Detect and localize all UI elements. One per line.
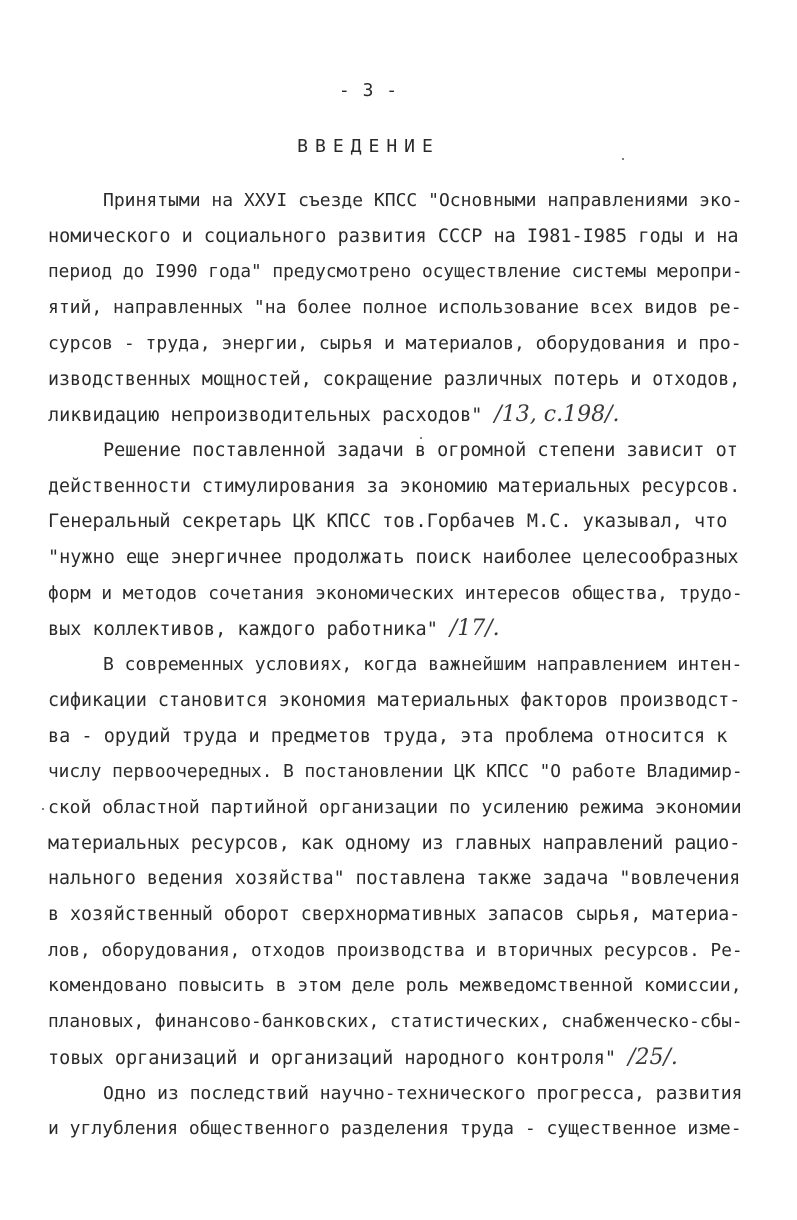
text-line-content: нального ведения хозяйства" поставлена также задача "вовлечения xyxy=(48,868,741,889)
text-line-content: ской областной партийной организации по усилению режима экономии xyxy=(48,797,742,818)
text-line xyxy=(48,400,620,430)
text-line-content: Принятыми на ХХУI съезде КПСС "Основными направлениями эко- xyxy=(103,190,743,211)
text-line-content: действенности стимулирования за экономию материальных ресурсов. xyxy=(48,476,741,497)
text-line-content: форм и методов сочетания экономических интересов общества, трудо- xyxy=(48,584,743,604)
page-heading: ВВЕДЕНИЕ xyxy=(297,136,440,157)
text-line xyxy=(48,614,500,644)
text-line xyxy=(103,1079,742,1109)
text-line-content: плановых, финансово-банковских, статистических, снабженческо-сбы- xyxy=(48,1012,743,1032)
text-line-content: сификации становится экономия материальных факторов производст- xyxy=(48,690,741,711)
text-line xyxy=(48,793,742,823)
text-line-content: период до I990 года" предусмотрено осуществление системы меропри- xyxy=(48,262,743,282)
text-line-content: комендовано повысить в этом деле роль межведомственной комиссии, xyxy=(48,975,742,996)
text-line-content: Одно из последствий научно-технического прогресса, развития xyxy=(103,1083,743,1104)
text-line-content: Решение поставленной задачи в огромной степени зависит от xyxy=(103,440,738,461)
text-line xyxy=(48,222,739,252)
text-line-content: В современных условиях, когда важнейшим направлением интен- xyxy=(103,654,743,675)
text-line xyxy=(48,1114,742,1144)
text-line-content: ятий, направленных "на более полное использование всех видов ре- xyxy=(48,297,742,318)
text-line xyxy=(48,329,742,359)
paper-speck xyxy=(420,437,422,439)
paper-speck xyxy=(42,808,44,810)
page-number: - 3 - xyxy=(338,80,399,101)
text-line xyxy=(48,722,727,752)
text-line xyxy=(48,257,743,287)
text-line xyxy=(48,829,740,859)
text-line xyxy=(48,1007,743,1037)
text-line xyxy=(48,365,740,395)
handwritten-reference: /13, с.198/. xyxy=(494,402,620,427)
text-line xyxy=(48,507,727,537)
text-line-content: Генеральный секретарь ЦК КПСС тов.Горбачев М.С. указывал, что xyxy=(48,511,728,532)
text-line xyxy=(48,1043,678,1073)
text-line-content: "нужно еще энергичнее продолжать поиск наиболее целесообразных xyxy=(48,547,739,568)
text-line-content: лов, оборудования, отходов производства и вторичных ресурсов. Ре- xyxy=(48,941,743,961)
text-line-content: ликвидацию непроизводительных расходов" xyxy=(48,405,483,426)
text-line-content: ва - орудий труда и предметов труда, эта проблема относится к xyxy=(48,726,728,747)
text-line xyxy=(48,971,742,1001)
text-line xyxy=(48,579,743,609)
paper-speck xyxy=(622,158,624,160)
text-line-content: товых организаций и организаций народного контроля" xyxy=(48,1048,617,1069)
text-line xyxy=(103,436,738,466)
text-line xyxy=(48,864,740,894)
text-line xyxy=(48,936,743,966)
text-line-content: изводственных мощностей, сокращение различных потерь и отходов, xyxy=(48,369,741,390)
text-line-content: материальных ресурсов, как одному из главных направлений рацио- xyxy=(48,833,741,854)
text-line xyxy=(48,686,740,716)
text-line xyxy=(48,543,739,573)
text-line-content: вых коллективов, каждого работника" xyxy=(48,619,438,640)
text-line-content: в хозяйственный оборот сверхнормативных запасов сырья, материа- xyxy=(48,904,741,925)
text-line xyxy=(48,472,740,502)
text-line xyxy=(103,650,742,680)
handwritten-reference: /17/. xyxy=(449,616,500,641)
text-line-content: числу первоочередных. В постановлении ЦК КПСС "О работе Владимир- xyxy=(48,762,743,782)
handwritten-reference: /25/. xyxy=(628,1045,678,1070)
text-line xyxy=(48,900,740,930)
text-line-content: и углубления общественного разделения труда - существенное изме- xyxy=(48,1118,742,1139)
text-line xyxy=(48,757,743,787)
text-line xyxy=(48,293,742,323)
text-line-content: сурсов - труда, энергии, сырья и материалов, оборудования и про- xyxy=(48,333,742,354)
text-line xyxy=(103,186,742,216)
text-line-content: номического и социального развития СССР на I981-I985 годы и на xyxy=(48,226,739,247)
